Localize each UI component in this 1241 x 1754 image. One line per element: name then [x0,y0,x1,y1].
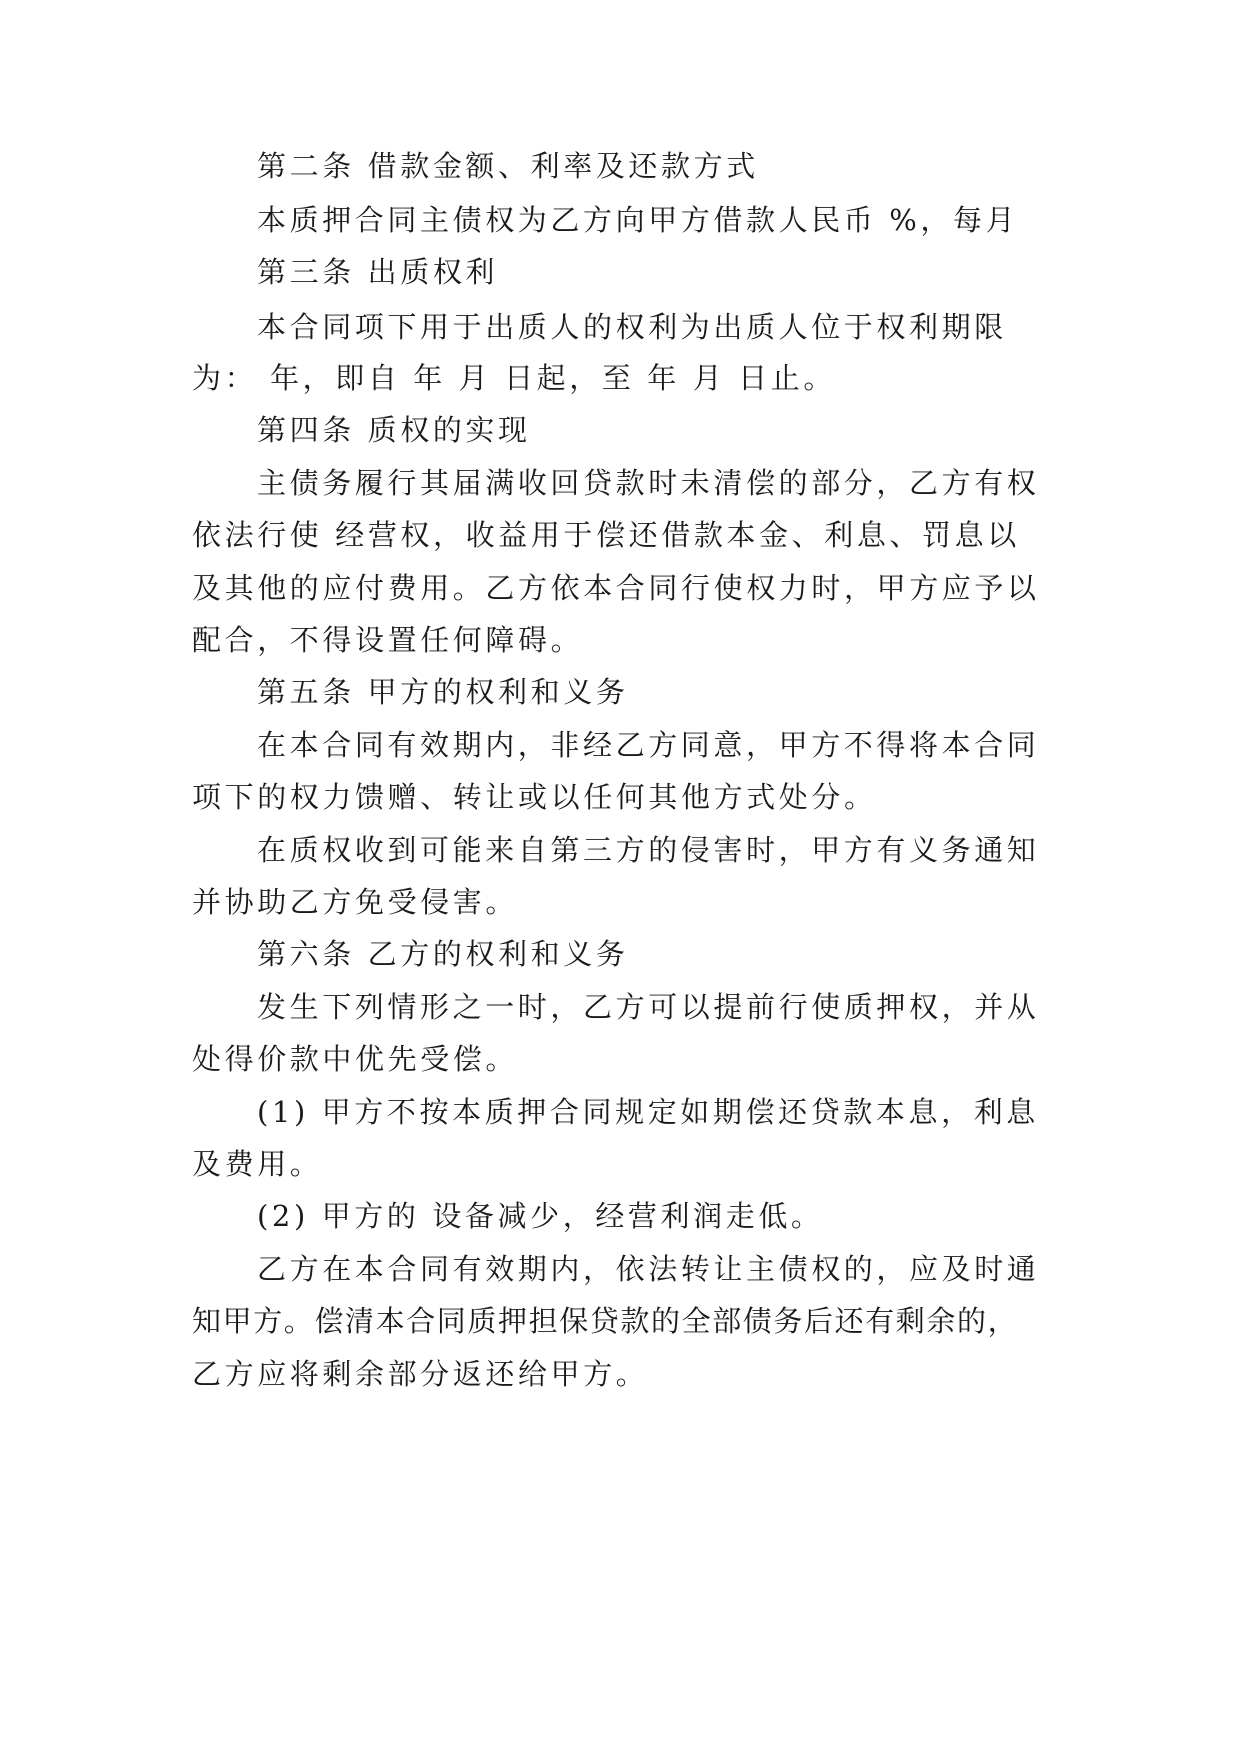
paragraph-line: 本质押合同主债权为乙方向甲方借款人民币 %，每月 [257,203,1019,237]
article-5-heading: 第五条 甲方的权利和义务 [257,675,629,709]
article-2-heading: 第二条 借款金额、利率及还款方式 [257,149,759,183]
paragraph-line: 在质权收到可能来自第三方的侵害时，甲方有义务通知 [257,833,1040,867]
article-4-heading: 第四条 质权的实现 [257,413,531,447]
paragraph-line: 并协助乙方免受侵害。 [192,885,519,919]
list-item-2: (2) 甲方的 设备减少，经营利润走低。 [257,1199,824,1233]
paragraph-line: 在本合同有效期内，非经乙方同意，甲方不得将本合同 [257,728,1040,762]
paragraph-line: 乙方在本合同有效期内，依法转让主债权的，应及时通 [257,1252,1040,1286]
paragraph-line: 及其他的应付费用。乙方依本合同行使权力时，甲方应予以 [192,571,1040,605]
paragraph-line: 本合同项下用于出质人的权利为出质人位于权利期限 [257,310,1007,344]
paragraph-line: 配合，不得设置任何障碍。 [192,623,584,657]
paragraph-line: 为： 年，即自 年 月 日起，至 年 月 日止。 [192,361,836,395]
paragraph-line: 乙方应将剩余部分返还给甲方。 [192,1357,649,1391]
paragraph-line: 主债务履行其届满收回贷款时未清偿的部分，乙方有权 [257,466,1040,500]
article-3-heading: 第三条 出质权利 [257,255,499,289]
paragraph-line: 及费用。 [192,1147,323,1181]
paragraph-line: 处得价款中优先受偿。 [192,1042,519,1076]
paragraph-line: 知甲方。偿清本合同质押担保贷款的全部债务后还有剩余的， [192,1304,1019,1338]
list-item-1: (1) 甲方不按本质押合同规定如期偿还贷款本息，利息 [257,1095,1039,1129]
article-6-heading: 第六条 乙方的权利和义务 [257,937,629,971]
paragraph-line: 依法行使 经营权，收益用于偿还借款本金、利息、罚息以 [192,518,1020,552]
paragraph-line: 项下的权力馈赠、转让或以任何其他方式处分。 [192,780,877,814]
paragraph-line: 发生下列情形之一时，乙方可以提前行使质押权，并从 [257,990,1040,1024]
